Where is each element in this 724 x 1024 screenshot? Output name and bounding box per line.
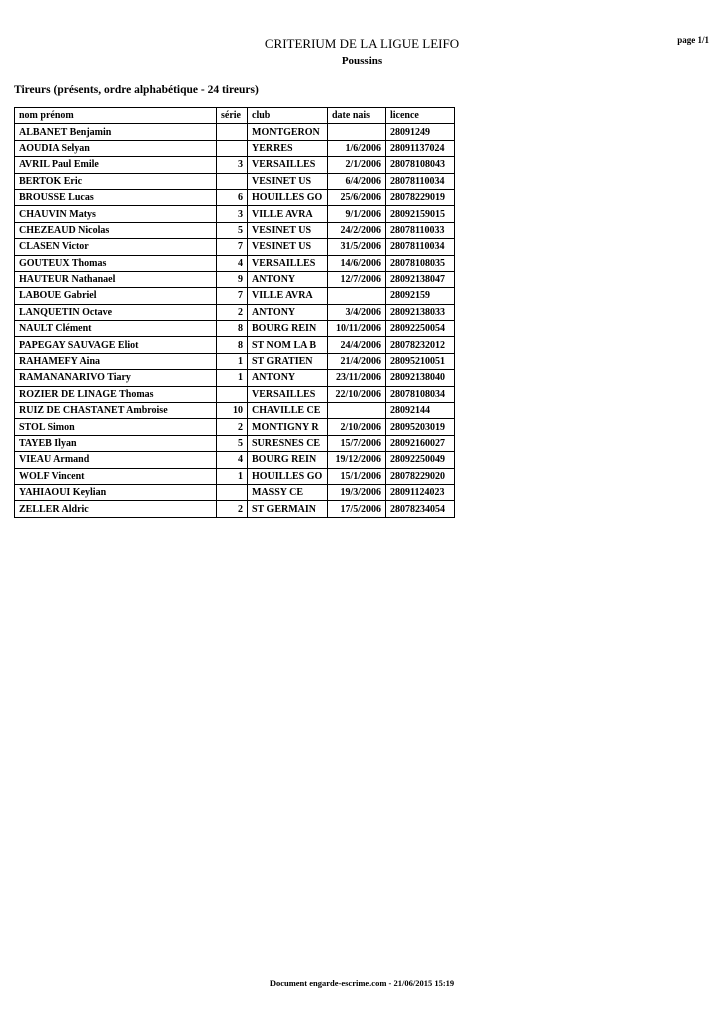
cell-licence: 28092250054 xyxy=(386,321,455,337)
table-body xyxy=(15,124,455,517)
cell-nom: RUIZ DE CHASTANET Ambroise xyxy=(15,403,217,419)
cell-licence: 28078110034 xyxy=(386,239,455,255)
page-title: CRITERIUM DE LA LIGUE LEIFO xyxy=(264,36,460,51)
table-row xyxy=(15,435,455,451)
cell-licence: 28078110034 xyxy=(386,173,455,189)
cell-licence: 28091137024 xyxy=(386,140,455,156)
cell-licence: 28078108035 xyxy=(386,255,455,271)
cell-club: VESINET US xyxy=(248,173,328,189)
cell-club: VESINET US xyxy=(248,222,328,238)
cell-club: ANTONY xyxy=(248,271,328,287)
cell-licence: 28092159 xyxy=(386,288,455,304)
table-row xyxy=(15,189,455,205)
cell-club: MONTIGNY R xyxy=(248,419,328,435)
table-row xyxy=(15,239,455,255)
cell-serie xyxy=(217,386,248,402)
cell-licence: 28078234054 xyxy=(386,501,455,517)
cell-club: CHAVILLE CE xyxy=(248,403,328,419)
table-row xyxy=(15,222,455,238)
cell-nom: STOL Simon xyxy=(15,419,217,435)
cell-date: 2/10/2006 xyxy=(328,419,386,435)
cell-date: 15/7/2006 xyxy=(328,435,386,451)
cell-club: VESINET US xyxy=(248,239,328,255)
cell-club: ST NOM LA B xyxy=(248,337,328,353)
cell-licence: 28078108043 xyxy=(386,157,455,173)
cell-date xyxy=(328,403,386,419)
cell-licence: 28092250049 xyxy=(386,452,455,468)
column-header-licence: licence xyxy=(386,108,455,124)
cell-serie: 7 xyxy=(217,288,248,304)
table-header-row xyxy=(15,108,455,124)
cell-serie: 1 xyxy=(217,353,248,369)
cell-nom: AOUDIA Selyan xyxy=(15,140,217,156)
cell-date: 23/11/2006 xyxy=(328,370,386,386)
table-row xyxy=(15,468,455,484)
section-heading: Tireurs (présents, ordre alphabétique - 24 tireurs) xyxy=(14,84,259,96)
table-row xyxy=(15,321,455,337)
cell-club: MONTGERON xyxy=(248,124,328,140)
cell-serie xyxy=(217,173,248,189)
table-row xyxy=(15,353,455,369)
cell-nom: YAHIAOUI Keylian xyxy=(15,484,217,500)
cell-serie: 8 xyxy=(217,337,248,353)
table-row xyxy=(15,206,455,222)
cell-licence: 28078108034 xyxy=(386,386,455,402)
cell-club: YERRES xyxy=(248,140,328,156)
cell-serie xyxy=(217,124,248,140)
cell-date xyxy=(328,124,386,140)
cell-club: ANTONY xyxy=(248,370,328,386)
cell-licence: 28078229019 xyxy=(386,189,455,205)
cell-nom: LABOUE Gabriel xyxy=(15,288,217,304)
table-row xyxy=(15,271,455,287)
cell-nom: RAHAMEFY Aina xyxy=(15,353,217,369)
column-header-club: club xyxy=(248,108,328,124)
cell-nom: PAPEGAY SAUVAGE Eliot xyxy=(15,337,217,353)
cell-serie: 5 xyxy=(217,435,248,451)
table-row xyxy=(15,452,455,468)
cell-club: SURESNES CE xyxy=(248,435,328,451)
cell-nom: CHEZEAUD Nicolas xyxy=(15,222,217,238)
page-subtitle: Poussins xyxy=(341,55,383,67)
column-header-nom: nom prénom xyxy=(15,108,217,124)
table-row xyxy=(15,370,455,386)
cell-serie: 2 xyxy=(217,304,248,320)
table-row xyxy=(15,419,455,435)
cell-nom: BERTOK Eric xyxy=(15,173,217,189)
table-row xyxy=(15,304,455,320)
cell-date: 3/4/2006 xyxy=(328,304,386,320)
cell-club: ANTONY xyxy=(248,304,328,320)
cell-date xyxy=(328,288,386,304)
cell-club: ST GRATIEN xyxy=(248,353,328,369)
cell-club: BOURG REIN xyxy=(248,452,328,468)
table-row xyxy=(15,501,455,517)
cell-serie: 8 xyxy=(217,321,248,337)
cell-club: ST GERMAIN xyxy=(248,501,328,517)
cell-licence: 28078110033 xyxy=(386,222,455,238)
cell-licence: 28091124023 xyxy=(386,484,455,500)
cell-nom: VIEAU Armand xyxy=(15,452,217,468)
cell-nom: RAMANANARIVO Tiary xyxy=(15,370,217,386)
column-header-date: date nais xyxy=(328,108,386,124)
cell-date: 2/1/2006 xyxy=(328,157,386,173)
cell-nom: CLASEN Victor xyxy=(15,239,217,255)
cell-serie: 4 xyxy=(217,255,248,271)
cell-nom: CHAUVIN Matys xyxy=(15,206,217,222)
table-row xyxy=(15,484,455,500)
cell-club: MASSY CE xyxy=(248,484,328,500)
cell-serie: 3 xyxy=(217,206,248,222)
cell-date: 17/5/2006 xyxy=(328,501,386,517)
cell-club: VERSAILLES xyxy=(248,157,328,173)
cell-date: 19/12/2006 xyxy=(328,452,386,468)
cell-serie xyxy=(217,484,248,500)
table-row xyxy=(15,337,455,353)
table-row xyxy=(15,255,455,271)
cell-nom: GOUTEUX Thomas xyxy=(15,255,217,271)
cell-date: 19/3/2006 xyxy=(328,484,386,500)
table-row xyxy=(15,288,455,304)
column-header-serie: série xyxy=(217,108,248,124)
cell-serie: 4 xyxy=(217,452,248,468)
cell-date: 24/2/2006 xyxy=(328,222,386,238)
cell-nom: HAUTEUR Nathanael xyxy=(15,271,217,287)
cell-licence: 28092160027 xyxy=(386,435,455,451)
table-row xyxy=(15,173,455,189)
cell-date: 24/4/2006 xyxy=(328,337,386,353)
cell-date: 9/1/2006 xyxy=(328,206,386,222)
page-number: page 1/1 xyxy=(677,35,709,45)
cell-date: 6/4/2006 xyxy=(328,173,386,189)
cell-date: 14/6/2006 xyxy=(328,255,386,271)
cell-licence: 28092159015 xyxy=(386,206,455,222)
cell-nom: ZELLER Aldric xyxy=(15,501,217,517)
cell-date: 25/6/2006 xyxy=(328,189,386,205)
cell-licence: 28092138040 xyxy=(386,370,455,386)
table-row xyxy=(15,403,455,419)
table-row xyxy=(15,140,455,156)
cell-serie: 1 xyxy=(217,468,248,484)
cell-club: VILLE AVRA xyxy=(248,206,328,222)
cell-nom: NAULT Clément xyxy=(15,321,217,337)
table-row xyxy=(15,386,455,402)
cell-club: VERSAILLES xyxy=(248,255,328,271)
cell-date: 1/6/2006 xyxy=(328,140,386,156)
cell-date: 22/10/2006 xyxy=(328,386,386,402)
cell-licence: 28095203019 xyxy=(386,419,455,435)
cell-licence: 28078229020 xyxy=(386,468,455,484)
entrants-table xyxy=(14,107,455,518)
cell-licence: 28092138047 xyxy=(386,271,455,287)
table-row xyxy=(15,124,455,140)
cell-nom: ALBANET Benjamin xyxy=(15,124,217,140)
cell-nom: AVRIL Paul Emile xyxy=(15,157,217,173)
cell-licence: 28092144 xyxy=(386,403,455,419)
cell-nom: ROZIER DE LINAGE Thomas xyxy=(15,386,217,402)
cell-licence: 28095210051 xyxy=(386,353,455,369)
cell-club: HOUILLES GO xyxy=(248,189,328,205)
cell-date: 31/5/2006 xyxy=(328,239,386,255)
cell-serie: 9 xyxy=(217,271,248,287)
cell-club: VILLE AVRA xyxy=(248,288,328,304)
cell-licence: 28078232012 xyxy=(386,337,455,353)
cell-club: VERSAILLES xyxy=(248,386,328,402)
cell-nom: BROUSSE Lucas xyxy=(15,189,217,205)
table-row xyxy=(15,157,455,173)
cell-serie: 10 xyxy=(217,403,248,419)
cell-date: 10/11/2006 xyxy=(328,321,386,337)
cell-date: 12/7/2006 xyxy=(328,271,386,287)
cell-serie: 6 xyxy=(217,189,248,205)
cell-date: 15/1/2006 xyxy=(328,468,386,484)
footer: Document engarde-escrime.com - 21/06/2015 15:19 xyxy=(269,978,455,988)
cell-serie: 5 xyxy=(217,222,248,238)
cell-club: BOURG REIN xyxy=(248,321,328,337)
cell-serie xyxy=(217,140,248,156)
cell-licence: 28092138033 xyxy=(386,304,455,320)
cell-nom: TAYEB Ilyan xyxy=(15,435,217,451)
cell-nom: LANQUETIN Octave xyxy=(15,304,217,320)
cell-serie: 7 xyxy=(217,239,248,255)
cell-date: 21/4/2006 xyxy=(328,353,386,369)
cell-serie: 1 xyxy=(217,370,248,386)
cell-club: HOUILLES GO xyxy=(248,468,328,484)
cell-serie: 2 xyxy=(217,501,248,517)
cell-licence: 28091249 xyxy=(386,124,455,140)
cell-serie: 3 xyxy=(217,157,248,173)
cell-serie: 2 xyxy=(217,419,248,435)
cell-nom: WOLF Vincent xyxy=(15,468,217,484)
